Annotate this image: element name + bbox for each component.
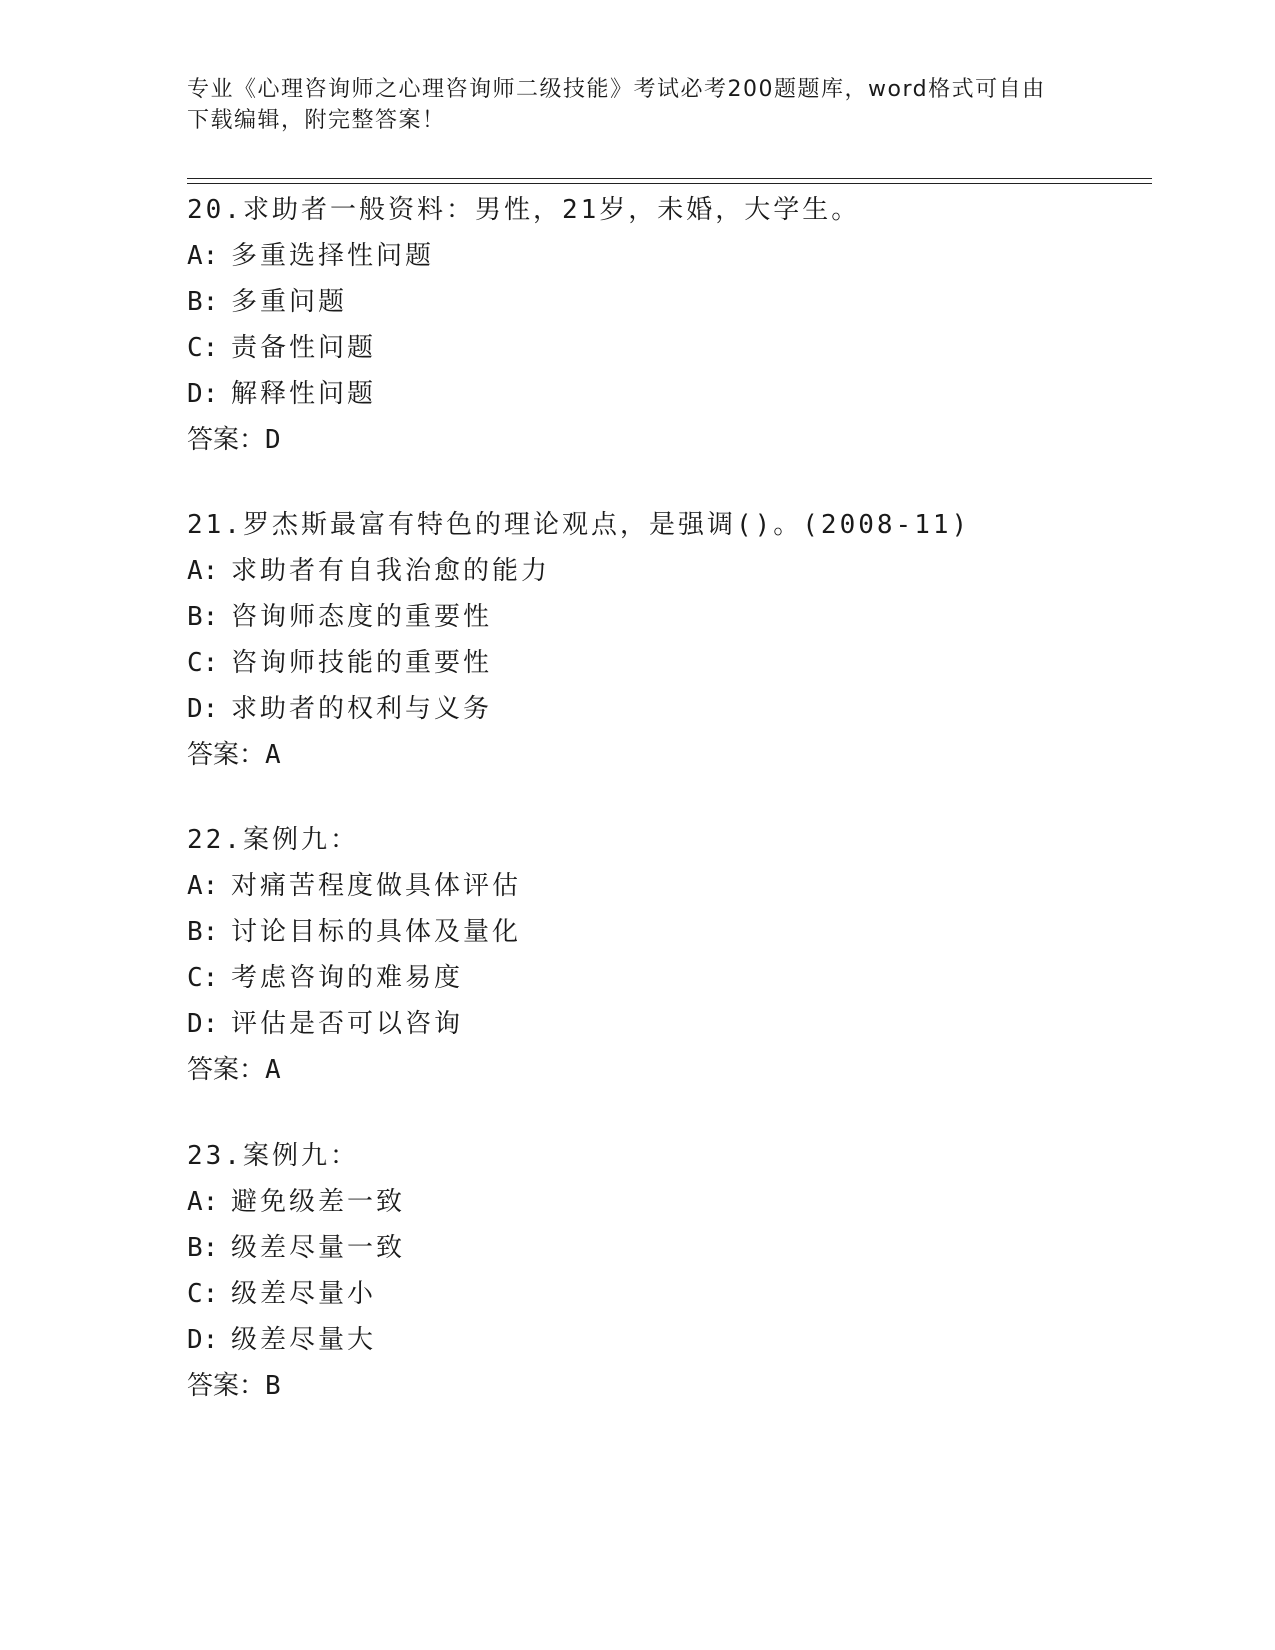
answer — [187, 1363, 1147, 1409]
option-letter: B: — [187, 287, 219, 317]
option-letter: D: — [187, 1009, 219, 1039]
question-number: 21. — [187, 510, 243, 540]
header-divider-top — [187, 178, 1152, 179]
option-text: 讨论目标的具体及量化 — [231, 917, 522, 947]
question-text: 案例九： — [242, 825, 359, 855]
question-number: 22. — [187, 825, 243, 855]
option-letter: C: — [187, 333, 219, 363]
question-text: 案例九： — [242, 1141, 359, 1171]
option-text: 求助者的权利与义务 — [231, 694, 493, 724]
question-stem — [187, 1133, 1147, 1179]
question-stem — [187, 817, 1147, 863]
question-number: 20. — [187, 195, 243, 225]
option-a — [187, 863, 1147, 909]
option-c — [187, 955, 1147, 1001]
question-20 — [187, 187, 1147, 463]
option-text: 级差尽量一致 — [231, 1233, 406, 1263]
answer-label: 答案： — [187, 1055, 266, 1085]
question-21 — [187, 502, 1147, 778]
option-letter: D: — [187, 379, 219, 409]
answer-value: A — [265, 740, 281, 770]
question-text: 罗杰斯最富有特色的理论观点，是强调()。(2008-11) — [242, 510, 971, 540]
option-text: 避免级差一致 — [231, 1187, 406, 1217]
question-23 — [187, 1133, 1147, 1409]
answer-value: B — [265, 1371, 281, 1401]
option-text: 对痛苦程度做具体评估 — [231, 871, 522, 901]
option-text: 多重选择性问题 — [231, 241, 435, 271]
option-a — [187, 233, 1147, 279]
answer-label: 答案： — [187, 740, 266, 770]
option-text: 多重问题 — [231, 287, 348, 317]
option-d — [187, 1001, 1147, 1047]
option-c — [187, 325, 1147, 371]
option-d — [187, 686, 1147, 732]
option-b — [187, 594, 1147, 640]
answer-value: D — [265, 425, 281, 455]
option-letter: A: — [187, 1187, 219, 1217]
option-text: 求助者有自我治愈的能力 — [231, 556, 551, 586]
option-letter: B: — [187, 917, 219, 947]
option-a — [187, 548, 1147, 594]
document-header: 专业《心理咨询师之心理咨询师二级技能》考试必考200题题库，word格式可自由下载编辑，附完整答案！ — [187, 77, 1046, 133]
option-letter: B: — [187, 602, 219, 632]
option-letter: C: — [187, 963, 219, 993]
option-b — [187, 279, 1147, 325]
option-text: 咨询师技能的重要性 — [231, 648, 493, 678]
option-b — [187, 1225, 1147, 1271]
answer-label: 答案： — [187, 1371, 266, 1401]
option-d — [187, 371, 1147, 417]
option-c — [187, 1271, 1147, 1317]
option-d — [187, 1317, 1147, 1363]
answer — [187, 417, 1147, 463]
answer-value: A — [265, 1055, 281, 1085]
option-c — [187, 640, 1147, 686]
option-text: 级差尽量小 — [231, 1279, 377, 1309]
option-letter: C: — [187, 1279, 219, 1309]
option-letter: A: — [187, 871, 219, 901]
option-text: 咨询师态度的重要性 — [231, 602, 493, 632]
option-b — [187, 909, 1147, 955]
header-divider-bottom — [187, 183, 1152, 184]
question-number: 23. — [187, 1141, 243, 1171]
option-text: 级差尽量大 — [231, 1325, 377, 1355]
option-text: 考虑咨询的难易度 — [231, 963, 464, 993]
option-letter: D: — [187, 1325, 219, 1355]
answer — [187, 732, 1147, 778]
option-letter: B: — [187, 1233, 219, 1263]
option-letter: C: — [187, 648, 219, 678]
option-letter: D: — [187, 694, 219, 724]
question-text: 求助者一般资料：男性，21岁，未婚，大学生。 — [242, 195, 861, 225]
question-22 — [187, 817, 1147, 1093]
option-letter: A: — [187, 241, 219, 271]
option-letter: A: — [187, 556, 219, 586]
option-a — [187, 1179, 1147, 1225]
answer — [187, 1047, 1147, 1093]
option-text: 评估是否可以咨询 — [231, 1009, 464, 1039]
question-stem — [187, 502, 1147, 548]
option-text: 责备性问题 — [231, 333, 377, 363]
question-stem — [187, 187, 1147, 233]
answer-label: 答案： — [187, 425, 266, 455]
option-text: 解释性问题 — [231, 379, 377, 409]
